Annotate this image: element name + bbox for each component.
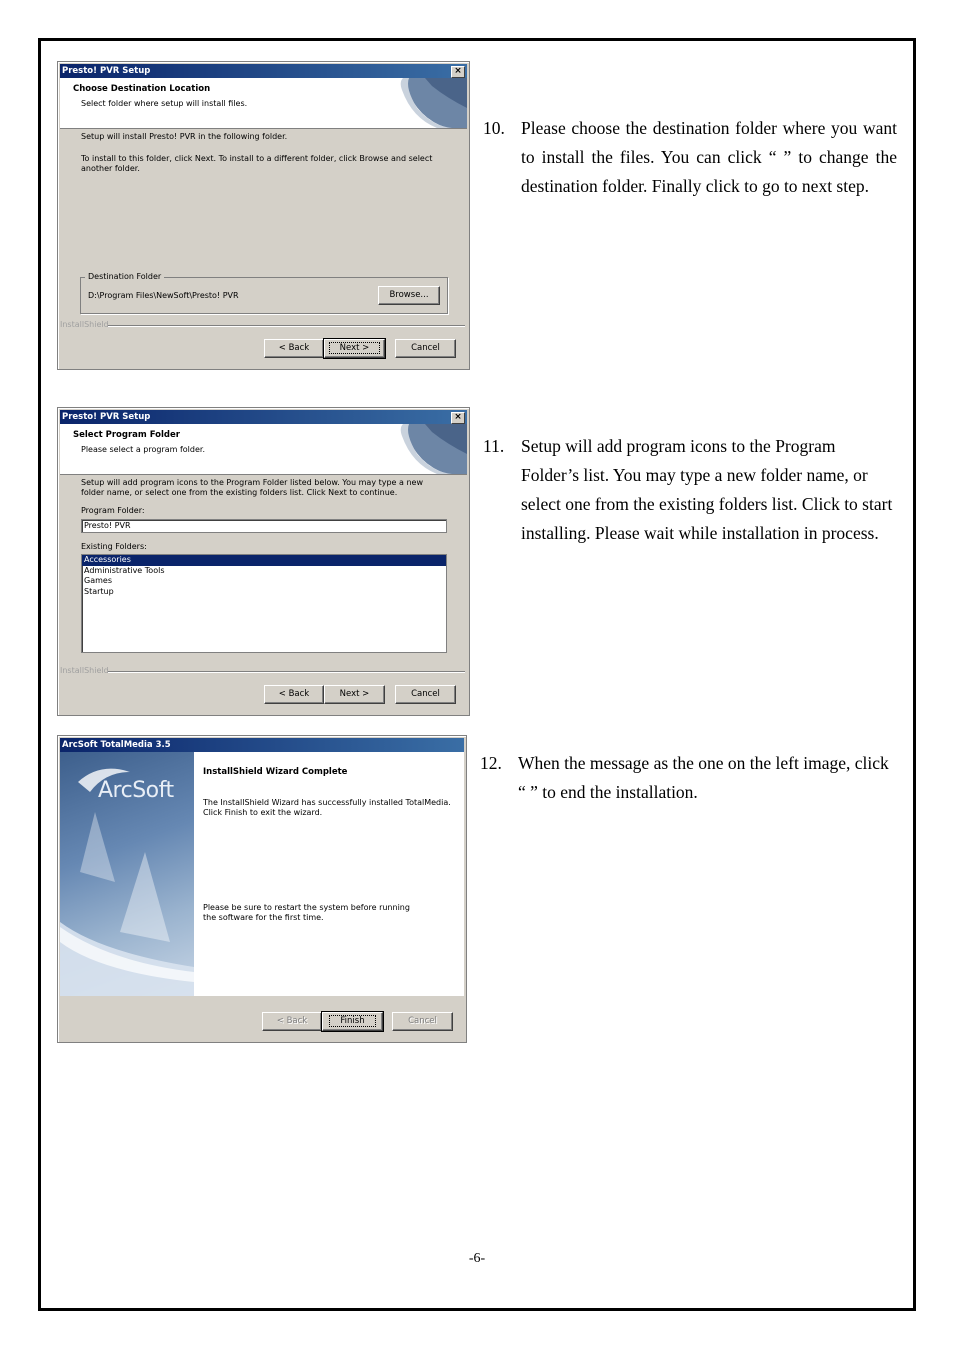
list-item[interactable]: Startup [84, 586, 114, 596]
back-label: < Back [278, 689, 310, 699]
back-button[interactable] [264, 685, 324, 704]
next-button[interactable] [324, 339, 385, 358]
dialog-header [60, 78, 467, 129]
step-number: 12. [480, 753, 502, 773]
dialog-title: Presto! PVR Setup [62, 66, 151, 76]
divider [108, 325, 465, 327]
step-text: Please choose the destination folder where you want to install the files. You can click “ ” to change the destination folder. Finally click to go to next step. [521, 118, 897, 196]
page-curl-icon [377, 78, 467, 128]
dialog-title: Presto! PVR Setup [62, 412, 151, 422]
program-folder-label: Program Folder: [81, 506, 145, 515]
header-title: Select Program Folder [73, 430, 180, 440]
wizard-content [194, 752, 464, 996]
header-title: Choose Destination Location [73, 84, 211, 94]
arcsoft-logo: ArcSoft [98, 778, 174, 803]
finish-button[interactable] [322, 1012, 383, 1031]
side-banner [60, 752, 194, 996]
list-item[interactable]: Accessories [82, 555, 446, 566]
dialog-title: ArcSoft TotalMedia 3.5 [62, 740, 171, 750]
next-label: Next > [339, 689, 370, 699]
browse-label: Browse... [389, 290, 429, 300]
close-icon[interactable]: × [451, 412, 465, 424]
list-item[interactable]: Administrative Tools [84, 565, 165, 575]
dialog-header [60, 424, 467, 475]
page-curl-icon [377, 424, 467, 474]
header-subtitle: Please select a program folder. [81, 445, 205, 454]
back-label: < Back [276, 1016, 308, 1026]
cancel-label: Cancel [408, 1016, 437, 1026]
dialog-titlebar [60, 738, 464, 752]
back-button[interactable] [262, 1012, 322, 1031]
wizard-message: The InstallShield Wizard has successfully installed TotalMedia. Click Finish to exit the wizard. [203, 798, 451, 817]
cancel-label: Cancel [411, 343, 440, 353]
cancel-label: Cancel [411, 689, 440, 699]
destination-dialog [57, 61, 470, 370]
cancel-button[interactable] [395, 339, 456, 358]
dialog-titlebar [60, 410, 467, 424]
step-number: 10. [483, 118, 505, 138]
instruction-text: To install to this folder, click Next. To install to a different folder, click Browse and select another folder. [81, 154, 433, 173]
step-text: Setup will add program icons to the Program Folder’s list. You may type a new folder name, or select one from the existing folders list. Click to start installing. Please wait while installation in process. [521, 436, 893, 543]
installshield-label: InstallShield [60, 320, 109, 329]
wizard-complete-dialog [57, 735, 467, 1043]
page-number: -6- [468, 1251, 486, 1266]
step-text: When the message as the one on the left image, click “ ” to end the installation. [518, 753, 889, 802]
existing-folders-label: Existing Folders: [81, 542, 147, 551]
step-number: 11. [483, 436, 505, 456]
divider [108, 671, 465, 673]
program-folder-dialog [57, 407, 470, 716]
installshield-label: InstallShield [60, 666, 109, 675]
next-label: Next > [329, 342, 381, 354]
program-folder-input[interactable]: Presto! PVR [81, 519, 447, 533]
back-label: < Back [278, 343, 310, 353]
list-item[interactable]: Games [84, 576, 112, 585]
wizard-heading: InstallShield Wizard Complete [203, 767, 348, 777]
existing-folders-list[interactable] [81, 554, 447, 653]
finish-label: Finish [329, 1015, 375, 1027]
close-icon[interactable]: × [451, 66, 465, 78]
destination-group-label: Destination Folder [85, 272, 164, 281]
restart-notice: Please be sure to restart the system before running the software for the first time. [203, 903, 410, 922]
browse-button[interactable] [378, 286, 440, 305]
cancel-button[interactable] [395, 685, 456, 704]
header-subtitle: Select folder where setup will install files. [81, 99, 248, 108]
intro-text: Setup will install Presto! PVR in the following folder. [81, 132, 288, 141]
dialog-titlebar [60, 64, 467, 78]
intro-text: Setup will add program icons to the Program Folder listed below. You may type a new folder name, or select one from the existing folders list. Click Next to continue. [81, 478, 423, 497]
destination-path: D:\Program Files\NewSoft\Presto! PVR [88, 291, 239, 300]
back-button[interactable] [264, 339, 324, 358]
next-button[interactable] [324, 685, 385, 704]
cancel-button[interactable] [392, 1012, 453, 1031]
